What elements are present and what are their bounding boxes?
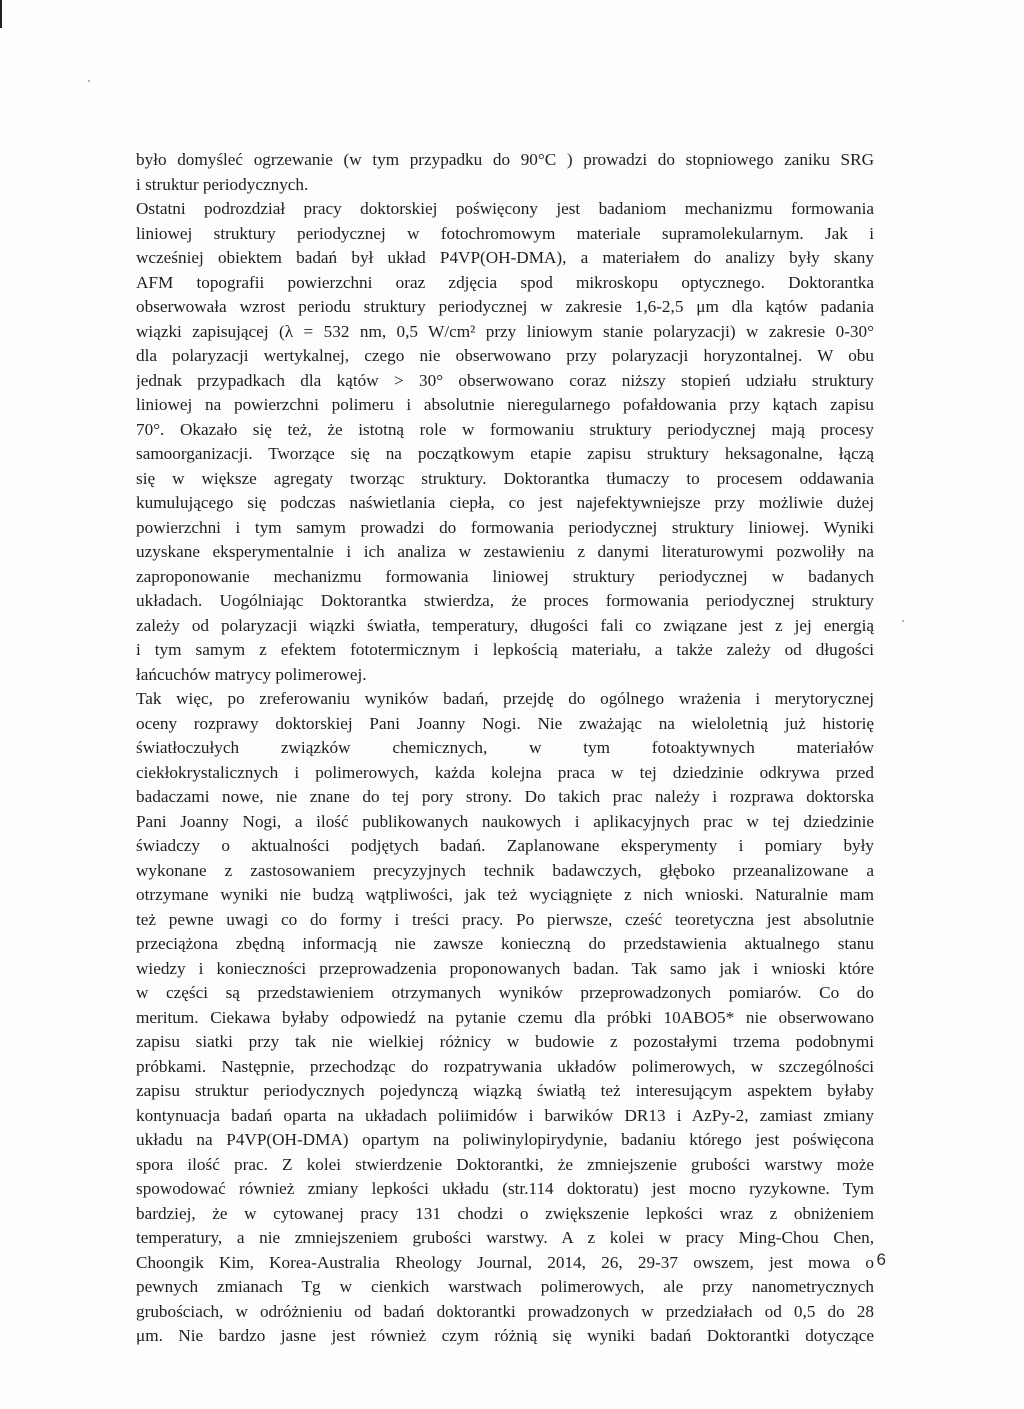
text-line: Ostatni podrozdział pracy doktorskiej poświęcony jest badaniom mechanizmu formowania: [136, 199, 874, 218]
text-line: Choongik Kim, Korea-Australia Rheology Journal, 2014, 26, 29-37 owszem, jest mowa o: [136, 1252, 874, 1272]
text-line: obserwowała wzrost periodu struktury periodycznej w zakresie 1,6-2,5 μm dla kątów padania: [136, 297, 874, 316]
text-line: kumulującego się podczas naświetlania ciepła, co jest najefektywniejsze przy możliwie dużej: [136, 493, 874, 512]
scan-edge-mark: [0, 0, 2, 28]
text-line: zapisu siatki przy tak nie wielkiej różnicy w budowie z pozostałymi trzema podobnymi: [136, 1032, 874, 1051]
text-line: jednak przypadkach dla kątów > 30° obserwowano coraz niższy stopień udziału struktury: [136, 370, 874, 390]
text-line: pewnych zmianach Tg w cienkich warstwach polimerowych, ale przy nanometrycznych: [136, 1277, 874, 1296]
text-line: μm. Nie bardzo jasne jest również czym różnią się wyniki badań Doktorantki dotyczące: [136, 1326, 874, 1345]
text-line: wykonane z zastosowaniem precyzyjnych technik badawczych, głęboko przeanalizowane a: [136, 860, 874, 880]
text-line: uzyskane eksperymentalnie i ich analiza w zestawieniu z danymi literaturowymi pozwoliły na: [136, 542, 874, 561]
text-line: bardziej, że w cytowanej pracy 131 chodzi o zwiększenie lepkości wraz z obniżeniem: [136, 1203, 874, 1223]
text-line: ciekłokrystalicznych i polimerowych, każda kolejna praca w tej dziedzinie odkrywa przed: [136, 762, 874, 782]
text-line: próbkami. Następnie, przechodząc do rozpatrywania układów polimerowych, w szczególności: [136, 1056, 874, 1076]
text-line: było domyśleć ogrzewanie (w tym przypadku do 90°C ) prowadzi do stopniowego zaniku SRG: [136, 150, 874, 169]
text-line: otrzymane wyniki nie budzą wątpliwości, jak też wyciągnięte z nich wnioski. Naturalnie mam: [136, 885, 874, 904]
text-line: wiedzy i konieczności przeprowadzenia proponowanych badan. Tak samo jak i wnioski które: [136, 958, 874, 978]
text-line: się w większe agregaty tworząc struktury. Doktorantka tłumaczy to procesem oddawania: [136, 468, 874, 488]
text-line: układu na P4VP(OH-DMA) opartym na poliwinylopirydynie, badaniu którego jest poświęcona: [136, 1130, 874, 1149]
text-line: i tym samym z efektem fototermicznym i lepkością materiału, a także zależy od długości: [136, 640, 874, 659]
text-line: świadczy o aktualności podjętych badań. Zaplanowane eksperymenty i pomiary były: [136, 836, 874, 855]
text-line: powierzchni i tym samym prowadzi do formowania periodycznej struktury liniowej. Wyniki: [136, 517, 874, 537]
document-body: [136, 148, 874, 1349]
text-line: kontynuacja badań oparta na układach poliimidów i barwików DR13 i AzPy-2, zamiast zmiany: [136, 1105, 874, 1125]
scan-speck: [88, 80, 90, 82]
text-line: Pani Joanny Nogi, a ilość publikowanych naukowych i aplikacyjnych prac w tej dziedzinie: [136, 811, 874, 831]
text-line: temperatury, a nie zmniejszeniem grubości warstwy. A z kolei w pracy Ming-Chou Chen,: [136, 1228, 874, 1247]
text-line: wcześniej obiektem badań był układ P4VP(OH-DMA), a materiałem do analizy były skany: [136, 248, 874, 267]
text-line: 70°. Okazało się też, że istotną role w formowaniu struktury periodycznej mają procesy: [136, 419, 874, 439]
text-line: grubościach, w odróżnieniu od badań doktorantki prowadzonych w przedziałach od 0,5 do 28: [136, 1301, 874, 1321]
text-line: zależy od polaryzacji wiązki światła, temperatury, długości fali co związane jest z jej energią: [136, 615, 874, 635]
text-line: liniowej na powierzchni polimeru i absolutnie nieregularnego pofałdowania przy kątach zapisu: [136, 395, 874, 414]
text-line: i struktur periodycznych.: [136, 174, 309, 194]
text-line: Tak więc, po zreferowaniu wyników badań, przejdę do ogólnego wrażenia i merytorycznej: [136, 689, 874, 708]
text-line: przeciążona zbędną informacją nie zawsze konieczną do przedstawienia aktualnego stanu: [136, 934, 874, 953]
text-line: oceny rozprawy doktorskiej Pani Joanny Nogi. Nie zważając na wieloletnią już historię: [136, 713, 874, 733]
text-line: w części są przedstawieniem otrzymanych wyników przeprowadzonych pomiarów. Co do: [136, 983, 874, 1002]
text-line: spowodować również zmiany lepkości układu (str.114 doktoratu) jest mocno ryzykowne. Tym: [136, 1179, 874, 1198]
text-line: AFM topografii powierzchni oraz zdjęcia spod mikroskopu optycznego. Doktorantka: [136, 272, 874, 292]
text-line: spora ilość prac. Z kolei stwierdzenie Doktorantki, że zmniejszenie grubości warstwy może: [136, 1154, 874, 1174]
text-line: meritum. Ciekawa byłaby odpowiedź na pytanie czemu dla próbki 10ABO5* nie obserwowano: [136, 1007, 874, 1027]
text-line: samoorganizacji. Tworzące się na początkowym etapie zapisu struktury heksagonalne, łączą: [136, 444, 874, 463]
text-line: wiązki zapisującej (λ = 532 nm, 0,5 W/cm² przy liniowym stanie polaryzacji) w zakresie 0-30°: [136, 321, 874, 341]
page-number: 6: [876, 1250, 886, 1269]
scan-speck: [902, 620, 904, 622]
text-line: badaczami nowe, nie znane do tej pory strony. Do takich prac należy i rozprawa doktorska: [136, 787, 874, 806]
text-line: dla polaryzacji wertykalnej, czego nie obserwowano przy polaryzacji horyzontalnej. W obu: [136, 346, 874, 365]
text-line: liniowej struktury periodycznej w fotochromowym materiale supramolekularnym. Jak i: [136, 223, 874, 243]
text-line: układach. Uogólniając Doktorantka stwierdza, że proces formowania periodycznej struktury: [136, 591, 874, 610]
text-line: światłoczułych związków chemicznych, w tym fotoaktywnych materiałów: [136, 738, 874, 757]
text-line: łańcuchów matrycy polimerowej.: [136, 664, 367, 684]
text-line: zaproponowanie mechanizmu formowania liniowej struktury periodycznej w badanych: [136, 566, 874, 586]
text-line: zapisu struktur periodycznych pojedynczą wiązką światłą też interesującym aspektem byłaby: [136, 1081, 874, 1100]
text-line: też pewne uwagi co do formy i treści pracy. Po pierwsze, cześć teoretyczna jest absolutnie: [136, 909, 874, 929]
